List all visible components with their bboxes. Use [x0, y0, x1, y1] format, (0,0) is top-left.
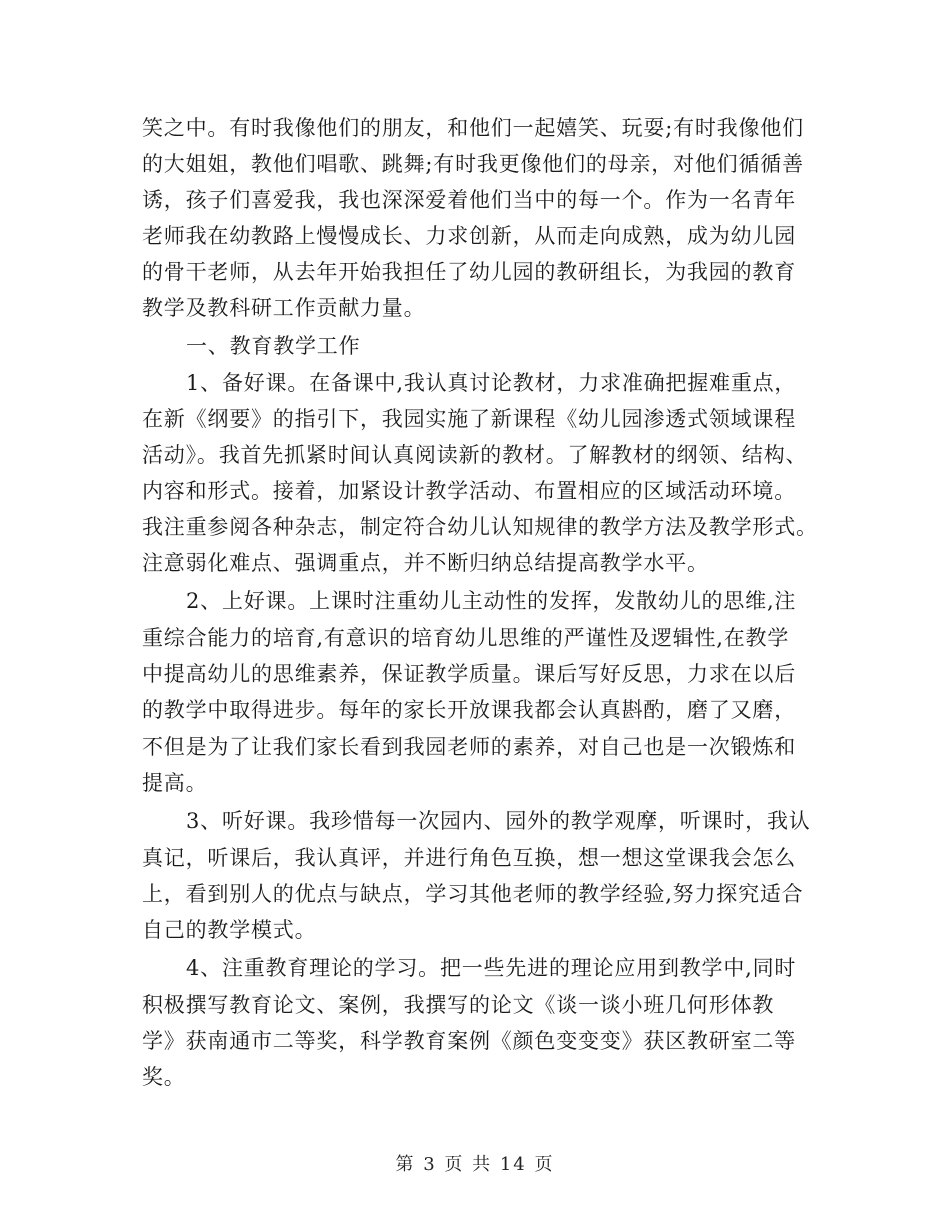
text-line: 奖。 [142, 1065, 186, 1089]
text-line: 老师我在幼教路上慢慢成长、力求创新，从而走向成熟，成为幼儿园 [142, 224, 796, 248]
text-line: 上，看到别人的优点与缺点，学习其他老师的教学经验,努力探究适合 [142, 882, 804, 906]
text-line: 的教学中取得进步。每年的家长开放课我都会认真斟酌，磨了又磨， [142, 698, 796, 722]
text-line: 的骨干老师，从去年开始我担任了幼儿园的教研组长，为我园的教育 [142, 260, 796, 284]
text-line: 真记，听课后，我认真评，并进行角色互换，想一想这堂课我会怎么 [142, 846, 796, 870]
text-line: 诱，孩子们喜爱我，我也深深爱着他们当中的每一个。作为一名青年 [142, 188, 796, 212]
text-line: 重综合能力的培育,有意识的培育幼儿思维的严谨性及逻辑性,在教学 [142, 626, 790, 650]
paragraph-start: 2、上好课。上课时注重幼儿主动性的发挥，发散幼儿的思维,注 [186, 589, 797, 613]
text-line: 笑之中。有时我像他们的朋友，和他们一起嬉笑、玩耍;有时我像他们 [142, 116, 804, 140]
text-line: 提高。 [142, 771, 208, 795]
text-line: 自己的教学模式。 [142, 918, 317, 942]
paragraph-start: 4、注重教育理论的学习。把一些先进的理论应用到教学中,同时 [186, 956, 797, 980]
text-line: 的大姐姐，教他们唱歌、跳舞;有时我更像他们的母亲，对他们循循善 [142, 152, 804, 176]
text-line: 注意弱化难点、强调重点，并不断归纳总结提高教学水平。 [142, 551, 709, 575]
text-line: 学》获南通市二等奖，科学教育案例《颜色变变变》获区教研室二等 [142, 1029, 796, 1053]
text-line: 不但是为了让我们家长看到我园老师的素养，对自己也是一次锻炼和 [142, 735, 796, 759]
paragraph-start: 1、备好课。在备课中,我认真讨论教材，力求准确把握难重点， [186, 371, 797, 395]
text-line: 中提高幼儿的思维素养，保证教学质量。课后写好反思，力求在以后 [142, 662, 796, 686]
text-line: 活动》。我首先抓紧时间认真阅读新的教材。了解教材的纲领、结构、 [142, 443, 808, 467]
text-line: 教学及教科研工作贡献力量。 [142, 296, 426, 320]
page-number-footer: 第 3 页 共 14 页 [395, 1154, 555, 1175]
paragraph-start: 3、听好课。我珍惜每一次园内、园外的教学观摩，听课时，我认 [186, 809, 811, 833]
section-heading: 一、教育教学工作 [186, 334, 361, 358]
text-line: 积极撰写教育论文、案例，我撰写的论文《谈一谈小班几何形体教 [142, 993, 775, 1017]
text-line: 我注重参阅各种杂志，制定符合幼儿认知规律的教学方法及教学形式。 [142, 515, 818, 539]
text-line: 在新《纲要》的指引下，我园实施了新课程《幼儿园渗透式领域课程 [142, 407, 796, 431]
text-line: 内容和形式。接着，加紧设计教学活动、布置相应的区域活动环境。 [142, 479, 796, 503]
